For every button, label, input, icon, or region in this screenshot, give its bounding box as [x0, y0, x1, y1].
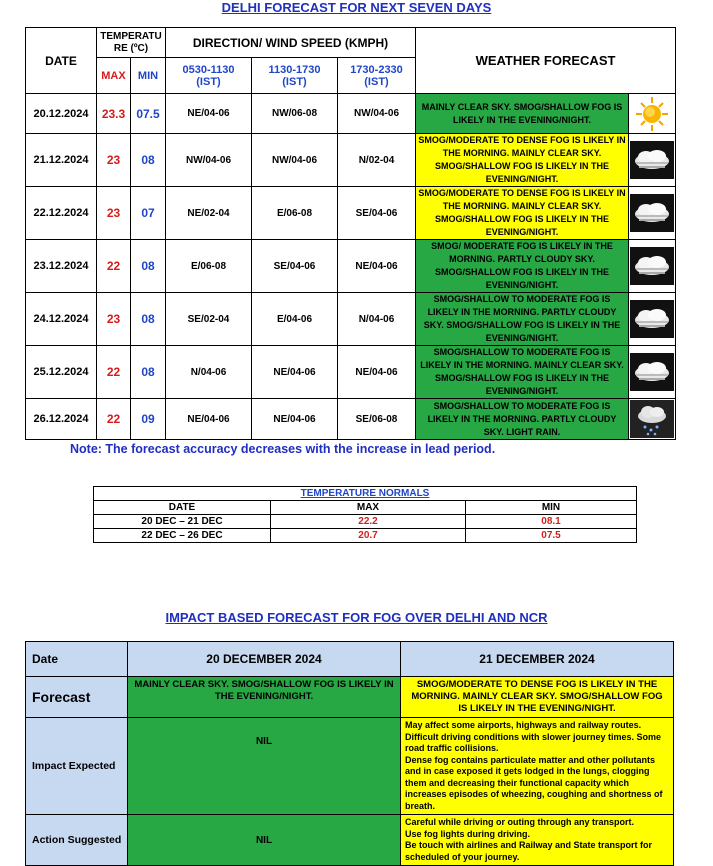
forecast-icon-cell	[629, 240, 676, 293]
forecast-text: SMOG/MODERATE TO DENSE FOG IS LIKELY IN THE MORNING. MAINLY CLEAR SKY. SMOG/SHALLOW FOG IS LIKELY IN THE EVENING/NIGHT.	[416, 187, 629, 240]
forecast-max-temp: 23.3	[97, 94, 131, 134]
forecast-wind-1: N/04-06	[166, 346, 252, 399]
fog-icon	[630, 353, 674, 391]
tn-header-max: MAX	[271, 501, 466, 515]
forecast-wind-3: SE/04-06	[338, 187, 416, 240]
tn-min: 07.5	[466, 529, 637, 543]
impact-label-action: Action Suggested	[26, 815, 128, 866]
forecast-wind-3: NW/04-06	[338, 94, 416, 134]
forecast-wind-3: NE/04-06	[338, 240, 416, 293]
forecast-text: SMOG/MODERATE TO DENSE FOG IS LIKELY IN THE MORNING. MAINLY CLEAR SKY. SMOG/SHALLOW FOG IS LIKELY IN THE EVENING/NIGHT.	[416, 134, 629, 187]
impact-line: Dense fog contains particulate matter and other pollutants and in case exposed it gets lodged in the lungs, clogging them and decreasing their functional capacity which increases episodes of wheezing, coughing and shortness of breath.	[405, 754, 663, 811]
forecast-wind-3: NE/04-06	[338, 346, 416, 399]
forecast-row	[26, 399, 676, 440]
tn-max: 20.7	[271, 529, 466, 543]
sun-icon	[630, 95, 674, 133]
tn-date: 20 DEC – 21 DEC	[94, 515, 271, 529]
action-line: Careful while driving or outing through any transport.	[405, 817, 635, 827]
forecast-max-temp: 22	[97, 240, 131, 293]
impact-line: Difficult driving conditions with slower journey times. Some road traffic collisions.	[405, 731, 662, 753]
forecast-wind-2: SE/04-06	[252, 240, 338, 293]
forecast-wind-1: SE/02-04	[166, 293, 252, 346]
forecast-wind-3: N/02-04	[338, 134, 416, 187]
forecast-wind-2: NE/04-06	[252, 346, 338, 399]
rain-cloud-icon	[630, 400, 674, 438]
impact-label-forecast: Forecast	[26, 677, 128, 718]
impact-label-impact: Impact Expected	[26, 718, 128, 815]
forecast-max-temp: 22	[97, 399, 131, 440]
col-date-header: DATE	[26, 28, 97, 94]
forecast-wind-2: NE/04-06	[252, 399, 338, 440]
temperature-normals-table	[93, 486, 637, 543]
forecast-icon-cell	[629, 293, 676, 346]
col-temp-header: TEMPERATU RE (ºC)	[97, 28, 166, 58]
forecast-min-temp: 08	[131, 134, 166, 187]
forecast-date: 26.12.2024	[26, 399, 97, 440]
forecast-min-temp: 08	[131, 346, 166, 399]
forecast-wind-2: E/06-08	[252, 187, 338, 240]
impact-impact-2	[401, 718, 674, 815]
impact-forecast-1: MAINLY CLEAR SKY. SMOG/SHALLOW FOG IS LIKELY IN THE EVENING/NIGHT.	[128, 677, 401, 718]
page-title: DELHI FORECAST FOR NEXT SEVEN DAYS	[221, 0, 492, 15]
forecast-row	[26, 94, 676, 134]
wind-slot-1: 0530-1130 (IST)	[166, 58, 252, 94]
forecast-max-temp: 23	[97, 293, 131, 346]
forecast-text: SMOG/SHALLOW TO MODERATE FOG IS LIKELY IN THE MORNING. PARTLY CLOUDY SKY. LIGHT RAIN.	[416, 399, 629, 440]
tn-header-min: MIN	[466, 501, 637, 515]
forecast-icon-cell	[629, 399, 676, 440]
forecast-wind-1: NE/04-06	[166, 94, 252, 134]
forecast-text: SMOG/ MODERATE FOG IS LIKELY IN THE MORNING. PARTLY CLOUDY SKY. SMOG/SHALLOW FOG IS LIKELY IN THE EVENING/NIGHT.	[416, 240, 629, 293]
temperature-normals-caption: TEMPERATURE NORMALS	[94, 487, 637, 501]
impact-line: May affect some airports, highways and railway routes.	[405, 720, 642, 730]
action-line: Be touch with airlines and Railway and State transport for scheduled of your journey.	[405, 840, 653, 862]
forecast-date: 25.12.2024	[26, 346, 97, 399]
forecast-text: MAINLY CLEAR SKY. SMOG/SHALLOW FOG IS LIKELY IN THE EVENING/NIGHT.	[416, 94, 629, 134]
forecast-min-temp: 09	[131, 399, 166, 440]
forecast-wind-3: N/04-06	[338, 293, 416, 346]
forecast-table	[25, 27, 676, 440]
col-max-header: MAX	[97, 58, 131, 94]
tn-header-date: DATE	[94, 501, 271, 515]
tn-min: 08.1	[466, 515, 637, 529]
forecast-row	[26, 187, 676, 240]
forecast-text: SMOG/SHALLOW TO MODERATE FOG IS LIKELY IN THE MORNING. MAINLY CLEAR SKY. SMOG/SHALLOW FOG IS LIKELY IN THE EVENING/NIGHT.	[416, 346, 629, 399]
forecast-min-temp: 07	[131, 187, 166, 240]
forecast-icon-cell	[629, 187, 676, 240]
forecast-min-temp: 08	[131, 293, 166, 346]
fog-icon	[630, 247, 674, 285]
impact-date-2: 21 DECEMBER 2024	[401, 642, 674, 677]
forecast-date: 23.12.2024	[26, 240, 97, 293]
forecast-date: 20.12.2024	[26, 94, 97, 134]
impact-label-date: Date	[26, 642, 128, 677]
col-weather-header: WEATHER FORECAST	[416, 28, 676, 94]
forecast-wind-1: NE/02-04	[166, 187, 252, 240]
impact-impact-1: NIL	[128, 718, 401, 815]
wind-slot-3: 1730-2330 (IST)	[338, 58, 416, 94]
forecast-wind-1: NW/04-06	[166, 134, 252, 187]
forecast-note: Note: The forecast accuracy decreases with the increase in lead period.	[70, 442, 496, 456]
wind-slot-2: 1130-1730 (IST)	[252, 58, 338, 94]
forecast-row	[26, 346, 676, 399]
forecast-icon-cell	[629, 134, 676, 187]
forecast-row	[26, 134, 676, 187]
forecast-min-temp: 07.5	[131, 94, 166, 134]
action-line: Use fog lights during driving.	[405, 828, 530, 839]
forecast-max-temp: 23	[97, 187, 131, 240]
fog-icon	[630, 141, 674, 179]
forecast-date: 24.12.2024	[26, 293, 97, 346]
forecast-wind-1: NE/04-06	[166, 399, 252, 440]
forecast-text: SMOG/SHALLOW TO MODERATE FOG IS LIKELY IN THE MORNING. PARTLY CLOUDY SKY. SMOG/SHALLOW FOG IS LIKELY IN THE EVENING/NIGHT.	[416, 293, 629, 346]
forecast-row	[26, 240, 676, 293]
impact-forecast-2: SMOG/MODERATE TO DENSE FOG IS LIKELY IN THE MORNING. MAINLY CLEAR SKY. SMOG/SHALLOW FOG IS LIKELY IN THE EVENING/NIGHT.	[401, 677, 674, 718]
forecast-date: 22.12.2024	[26, 187, 97, 240]
tn-date: 22 DEC – 26 DEC	[94, 529, 271, 543]
impact-action-2	[401, 815, 674, 866]
fog-icon	[630, 194, 674, 232]
forecast-wind-3: SE/06-08	[338, 399, 416, 440]
forecast-wind-2: NW/06-08	[252, 94, 338, 134]
forecast-icon-cell	[629, 346, 676, 399]
impact-action-1: NIL	[128, 815, 401, 866]
forecast-row	[26, 293, 676, 346]
tn-max: 22.2	[271, 515, 466, 529]
forecast-icon-cell	[629, 94, 676, 134]
forecast-wind-2: NW/04-06	[252, 134, 338, 187]
col-wind-header: DIRECTION/ WIND SPEED (KMPH)	[166, 28, 416, 58]
col-min-header: MIN	[131, 58, 166, 94]
forecast-wind-1: E/06-08	[166, 240, 252, 293]
impact-date-1: 20 DECEMBER 2024	[128, 642, 401, 677]
impact-table	[25, 641, 674, 866]
forecast-max-temp: 23	[97, 134, 131, 187]
forecast-wind-2: E/04-06	[252, 293, 338, 346]
forecast-max-temp: 22	[97, 346, 131, 399]
impact-title: IMPACT BASED FORECAST FOR FOG OVER DELHI AND NCR	[165, 610, 548, 625]
fog-icon	[630, 300, 674, 338]
forecast-min-temp: 08	[131, 240, 166, 293]
forecast-date: 21.12.2024	[26, 134, 97, 187]
